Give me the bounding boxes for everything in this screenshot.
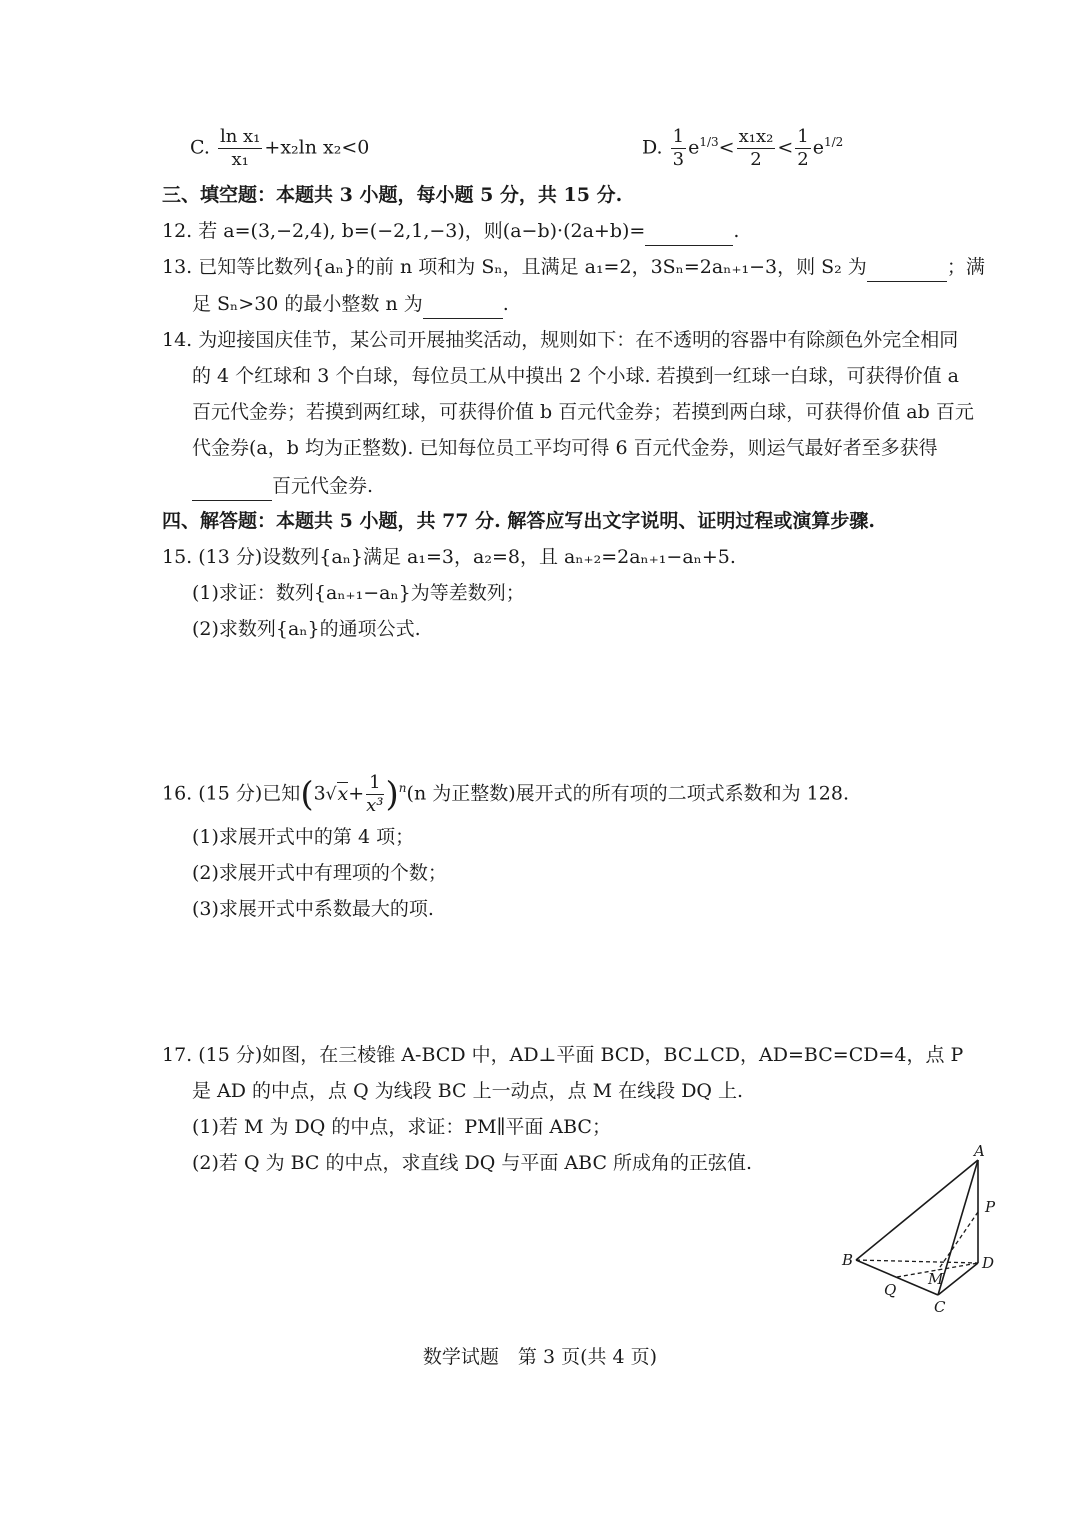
label-P: P: [985, 1198, 996, 1216]
edge-BD: [856, 1260, 978, 1263]
edge-AB: [856, 1160, 978, 1260]
question-17-line2: 是 AD 的中点，点 Q 为线段 BC 上一动点，点 M 在线段 DQ 上.: [192, 1080, 744, 1102]
question-17-part1: (1)若 M 为 DQ 的中点，求证：PM∥平面 ABC；: [192, 1116, 611, 1138]
label-A: A: [974, 1142, 985, 1160]
label-B: B: [842, 1251, 854, 1269]
answer-blank: [867, 259, 947, 282]
option-c-rest: +x₂ln x₂<0: [264, 136, 370, 159]
tetrahedron-figure: [830, 1140, 1010, 1320]
question-16-part2: (2)求展开式中有理项的个数；: [192, 862, 447, 884]
option-c-fraction: $\frac{\text{ln x₁}}{\text{x₁}}$: [219, 126, 261, 170]
question-13-line2: 足 Sₙ>30 的最小整数 n 为 .: [192, 289, 509, 319]
option-d: D. $\frac{1}{3}$ $e^{1/3}<$ $\frac{\text{x₁x₂}}{2}$ < $\frac{1}{2}$ $e^{1/2}$: [642, 126, 844, 170]
question-16-part1: (1)求展开式中的第 4 项；: [192, 826, 415, 848]
question-15-part1: (1)求证：数列{aₙ₊₁−aₙ}为等差数列；: [192, 582, 525, 604]
option-d-label: D.: [642, 136, 663, 159]
edge-BC: [856, 1260, 938, 1295]
question-15-part2: (2)求数列{aₙ}的通项公式.: [192, 618, 421, 640]
option-c-label: C.: [190, 136, 210, 159]
question-15-stem: 15. (13 分)设数列{aₙ}满足 a₁=3，a₂=8，且 aₙ₊₂=2aₙ₊₁−aₙ+5.: [162, 546, 736, 568]
question-16-stem: 16. (15 分)已知(3√x+ $\frac{1}{\text{x³}}$ )$^n$(n 为正整数)展开式的所有项的二项式系数和为 128.: [162, 772, 849, 816]
label-M: M: [928, 1270, 944, 1288]
page-footer: 数学试题 第 3 页(共 4 页): [422, 1346, 658, 1368]
question-17-part2: (2)若 Q 为 BC 的中点，求直线 DQ 与平面 ABC 所成角的正弦值.: [192, 1152, 753, 1174]
question-12: 12. 若 a=(3,−2,4), b=(−2,1,−3)，则(a−b)·(2a+b)= .: [162, 216, 739, 246]
question-14-line3: 百元代金券；若摸到两红球，可获得价值 b 百元代金券；若摸到两白球，可获得价值 ab 百元: [192, 401, 974, 423]
answer-blank: [423, 296, 503, 319]
answer-blank: [645, 223, 733, 246]
question-17-line1: 17. (15 分)如图，在三棱锥 A-BCD 中，AD⊥平面 BCD，BC⊥CD，AD=BC=CD=4，点 P: [162, 1044, 964, 1066]
question-13-line1: 13. 已知等比数列{aₙ}的前 n 项和为 Sₙ，且满足 a₁=2，3Sₙ=2aₙ₊₁−3，则 S₂ 为 ；满: [162, 252, 985, 282]
label-D: D: [982, 1254, 995, 1272]
option-c: [190, 126, 369, 171]
label-Q: Q: [884, 1281, 897, 1299]
section-4-heading: 四、解答题：本题共 5 小题，共 77 分. 解答应写出文字说明、证明过程或演算步骤.: [162, 510, 875, 532]
question-14-line2: 的 4 个红球和 3 个白球，每位员工从中摸出 2 个小球. 若摸到一红球一白球，可获得价值 a: [192, 365, 959, 387]
question-16-part3: (3)求展开式中系数最大的项.: [192, 898, 434, 920]
section-3-heading: 三、填空题：本题共 3 小题，每小题 5 分，共 15 分.: [162, 184, 623, 206]
answer-blank: [192, 478, 272, 501]
question-14-line5: 百元代金券.: [192, 471, 373, 501]
label-C: C: [934, 1298, 946, 1316]
segment-PM: [938, 1212, 978, 1270]
question-14-line1: 14. 为迎接国庆佳节，某公司开展抽奖活动，规则如下：在不透明的容器中有除颜色外完全相同: [162, 329, 959, 351]
edge-AC: [938, 1160, 978, 1295]
question-14-line4: 代金券(a，b 均为正整数). 已知每位员工平均可得 6 百元代金券，则运气最好者至多获得: [192, 437, 938, 459]
edge-CD: [938, 1263, 978, 1295]
